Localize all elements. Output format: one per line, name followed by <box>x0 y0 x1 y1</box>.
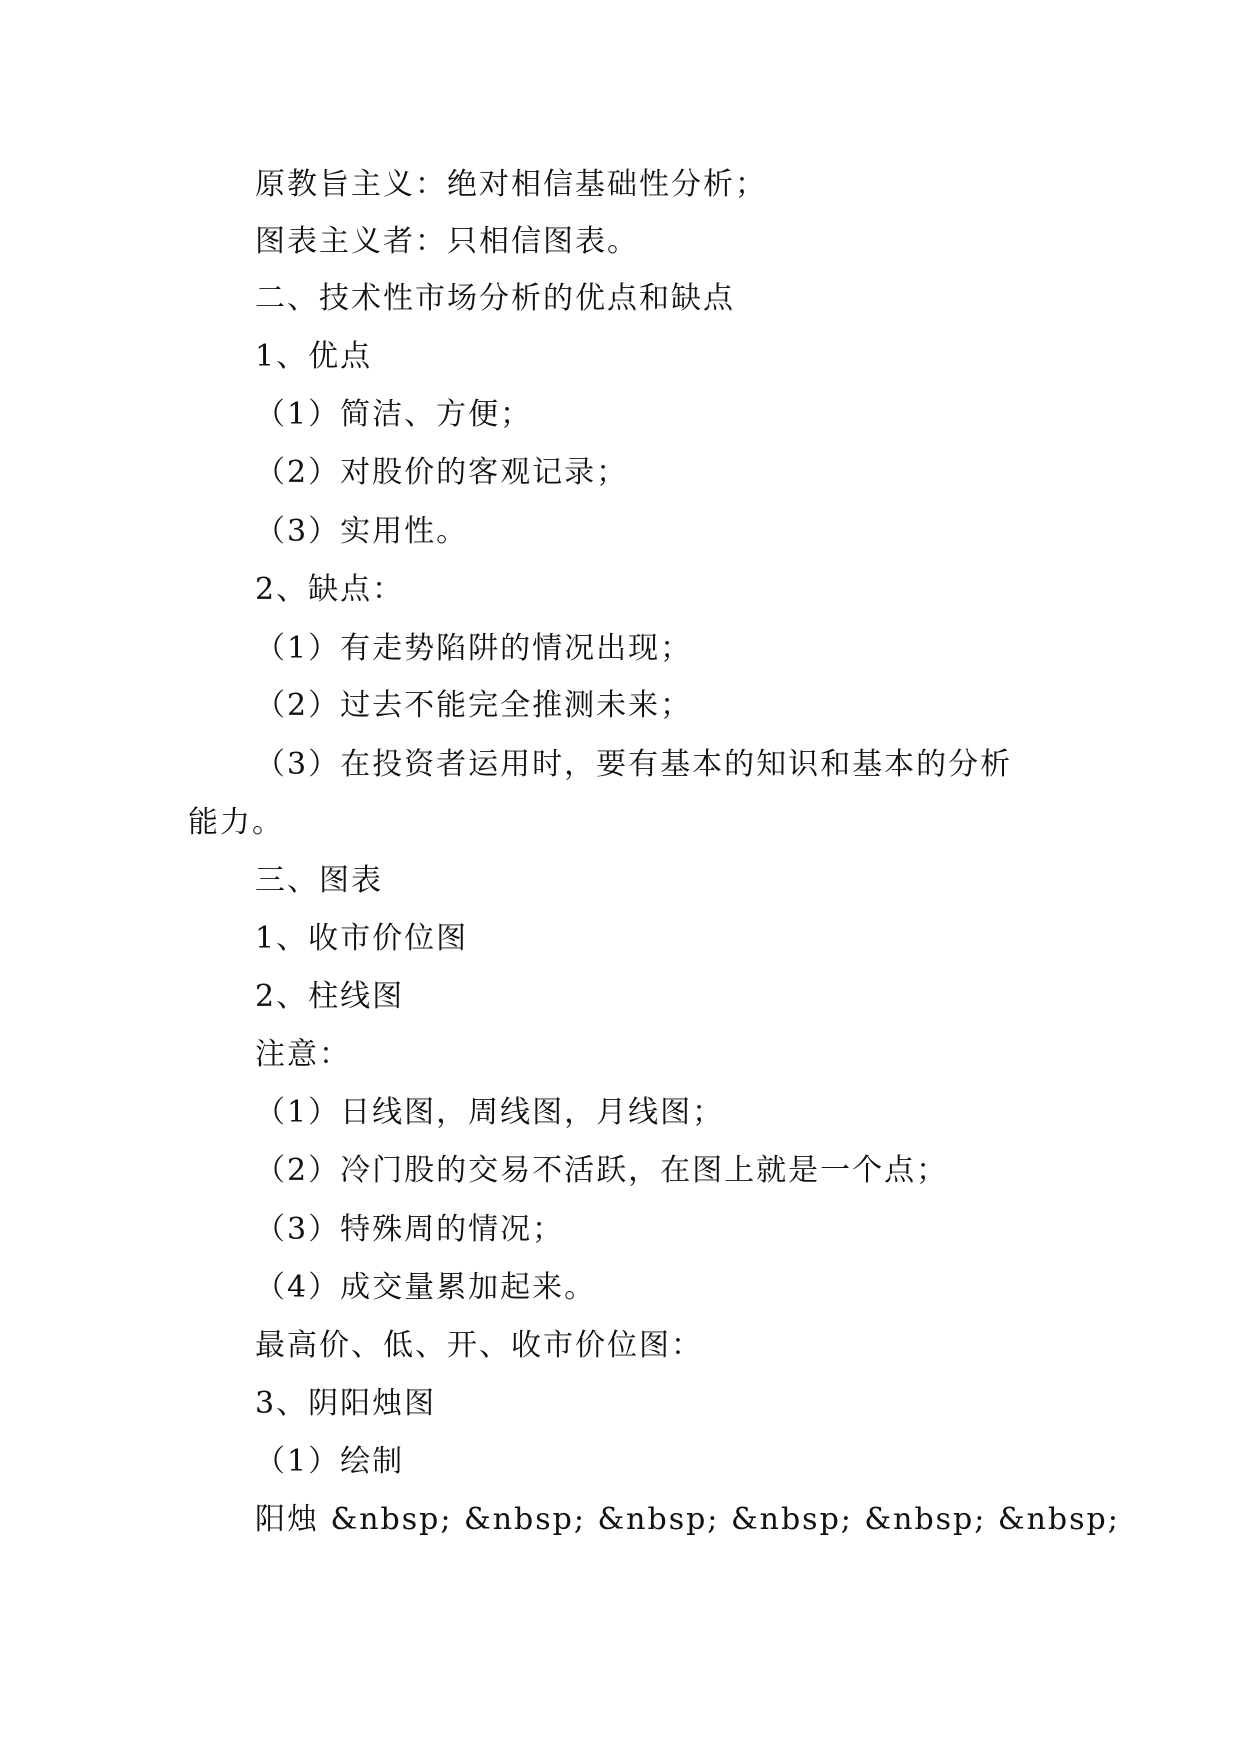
list-item: （3）实用性。 <box>255 514 469 549</box>
subsection-heading: 2、缺点： <box>255 572 405 607</box>
text-line: 图表主义者：只相信图表。 <box>255 224 639 259</box>
list-item: （1）日线图，周线图，月线图； <box>255 1095 725 1130</box>
subsection-heading: 3、阴阳烛图 <box>255 1386 437 1421</box>
text-line: 阳烛 &nbsp; &nbsp; &nbsp; &nbsp; &nbsp; &nbsp; <box>255 1502 1120 1537</box>
section-heading: 二、技术性市场分析的优点和缺点 <box>255 281 735 316</box>
text-line: 最高价、低、开、收市价位图： <box>255 1328 703 1363</box>
text-line: 注意： <box>255 1037 351 1072</box>
subsection-heading: 1、优点 <box>255 339 373 374</box>
text-line: 原教旨主义：绝对相信基础性分析； <box>255 167 767 202</box>
subsection-heading: 2、柱线图 <box>255 979 405 1014</box>
list-item: （2）过去不能完全推测未来； <box>255 688 693 723</box>
list-item: （1）绘制 <box>255 1444 405 1479</box>
list-item: （1）有走势陷阱的情况出现； <box>255 631 693 666</box>
list-item: （3）在投资者运用时，要有基本的知识和基本的分析 <box>255 747 1013 782</box>
list-item: （1）简洁、方便； <box>255 397 533 432</box>
subsection-heading: 1、收市价位图 <box>255 921 469 956</box>
list-item: （2）对股价的客观记录； <box>255 455 629 490</box>
section-heading: 三、图表 <box>255 863 383 898</box>
list-item: （4）成交量累加起来。 <box>255 1270 597 1305</box>
list-item: （2）冷门股的交易不活跃，在图上就是一个点； <box>255 1153 949 1188</box>
list-item: （3）特殊周的情况； <box>255 1212 565 1247</box>
list-item-continuation: 能力。 <box>188 805 284 840</box>
